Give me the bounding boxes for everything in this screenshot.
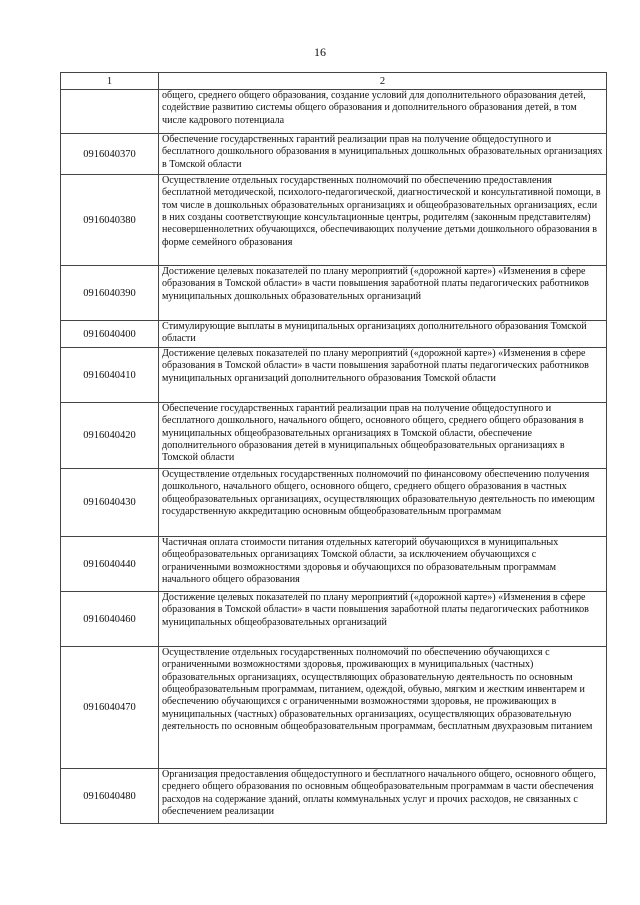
table-row bbox=[61, 348, 607, 403]
row-description: Осуществление отдельных государственных полномочий по обеспечению предоставления бесплатной методической, психолого-педагогической, диагностической и консультативной помощи, в том числе в дошкольных образовательных организациях и общеобразовательных организациях, если в них созданы соответствующие консультационные центры, родителям (законным представителям) несовершеннолетних обучающихся, обеспечивающих получение детьми дошкольного образования в форме семейного образования bbox=[159, 175, 607, 266]
row-description: Обеспечение государственных гарантий реализации прав на получение общедоступного и бесплатного дошкольного, начального общего, основного общего, среднего общего образования в муниципальных общеобразовательных организациях в Томской области, обеспечение дополнительного образования детей в муниципальных общеобразовательных организациях в Томской области bbox=[159, 403, 607, 469]
row-code bbox=[61, 90, 159, 134]
header-row bbox=[61, 73, 607, 90]
header-col-code: 1 bbox=[61, 73, 159, 90]
table-row bbox=[61, 592, 607, 647]
row-description: Стимулирующие выплаты в муниципальных организациях дополнительного образования Томской области bbox=[159, 321, 607, 348]
table-row bbox=[61, 266, 607, 321]
row-description: Достижение целевых показателей по плану мероприятий («дорожной карте») «Изменения в сфере образования в Томской области» в части повышения заработной платы педагогических работников муниципальных организаций дополнительного образования Томской области bbox=[159, 348, 607, 403]
row-description: Осуществление отдельных государственных полномочий по обеспечению обучающихся с ограниченными возможностями здоровья, проживающих в муниципальных (частных) образовательных организациях, осуществляющих образовательную деятельность по основным общеобразовательным программам, питанием, одеждой, обувью, мягким и жестким инвентарем и обеспечению обучающихся с ограниченными возможностями здоровья, не проживающих в муниципальных (частных) образовательных организациях, осуществляющих образовательную деятельность по основным общеобразовательным программам, бесплатным двухразовым питанием bbox=[159, 647, 607, 769]
row-code: 0916040370 bbox=[61, 134, 159, 175]
row-description: Достижение целевых показателей по плану мероприятий («дорожной карте») «Изменения в сфере образования в Томской области» в части повышения заработной платы педагогических работников муниципальных общеобразовательных организаций bbox=[159, 592, 607, 647]
table-row bbox=[61, 403, 607, 469]
page-number: 16 bbox=[314, 45, 326, 59]
table-row bbox=[61, 175, 607, 266]
budget-classification-table bbox=[60, 72, 607, 824]
table-row bbox=[61, 321, 607, 348]
row-code: 0916040460 bbox=[61, 592, 159, 647]
row-description: Обеспечение государственных гарантий реализации прав на получение общедоступного и бесплатного дошкольного образования в муниципальных дошкольных образовательных организациях в Томской области bbox=[159, 134, 607, 175]
row-code: 0916040480 bbox=[61, 769, 159, 824]
table-row bbox=[61, 90, 607, 134]
row-code: 0916040380 bbox=[61, 175, 159, 266]
table-row bbox=[61, 769, 607, 824]
row-code: 0916040470 bbox=[61, 647, 159, 769]
row-description: Осуществление отдельных государственных полномочий по финансовому обеспечению получения дошкольного, начального общего, основного общего, среднего общего образования в частных общеобразовательных организациях, осуществляющих образовательную деятельность по имеющим государственную аккредитацию основным общеобразовательным программам bbox=[159, 469, 607, 537]
row-code: 0916040420 bbox=[61, 403, 159, 469]
header-col-description: 2 bbox=[159, 73, 607, 90]
table-row bbox=[61, 647, 607, 769]
row-code: 0916040400 bbox=[61, 321, 159, 348]
row-description: Организация предоставления общедоступного и бесплатного начального общего, основного общего, среднего общего образования по основным общеобразовательным программам в части обеспечения расходов на содержание зданий, оплаты коммунальных услуг и прочих расходов, не связанных с обеспечением реализации bbox=[159, 769, 607, 824]
table-row bbox=[61, 469, 607, 537]
row-code: 0916040390 bbox=[61, 266, 159, 321]
row-code: 0916040440 bbox=[61, 537, 159, 592]
row-description: Частичная оплата стоимости питания отдельных категорий обучающихся в муниципальных общеобразовательных организациях Томской области, за исключением обучающихся с ограниченными возможностями здоровья и обучающихся по образовательным программам начального общего образования bbox=[159, 537, 607, 592]
row-code: 0916040410 bbox=[61, 348, 159, 403]
table-row bbox=[61, 134, 607, 175]
row-description: общего, среднего общего образования, создание условий для дополнительного образования детей, содействие развитию системы общего образования и дополнительного образования детей, в том числе кадрового потенциала bbox=[159, 90, 607, 134]
table-row bbox=[61, 537, 607, 592]
row-code: 0916040430 bbox=[61, 469, 159, 537]
row-description: Достижение целевых показателей по плану мероприятий («дорожной карте») «Изменения в сфере образования в Томской области» в части повышения заработной платы педагогических работников муниципальных дошкольных образовательных организаций bbox=[159, 266, 607, 321]
